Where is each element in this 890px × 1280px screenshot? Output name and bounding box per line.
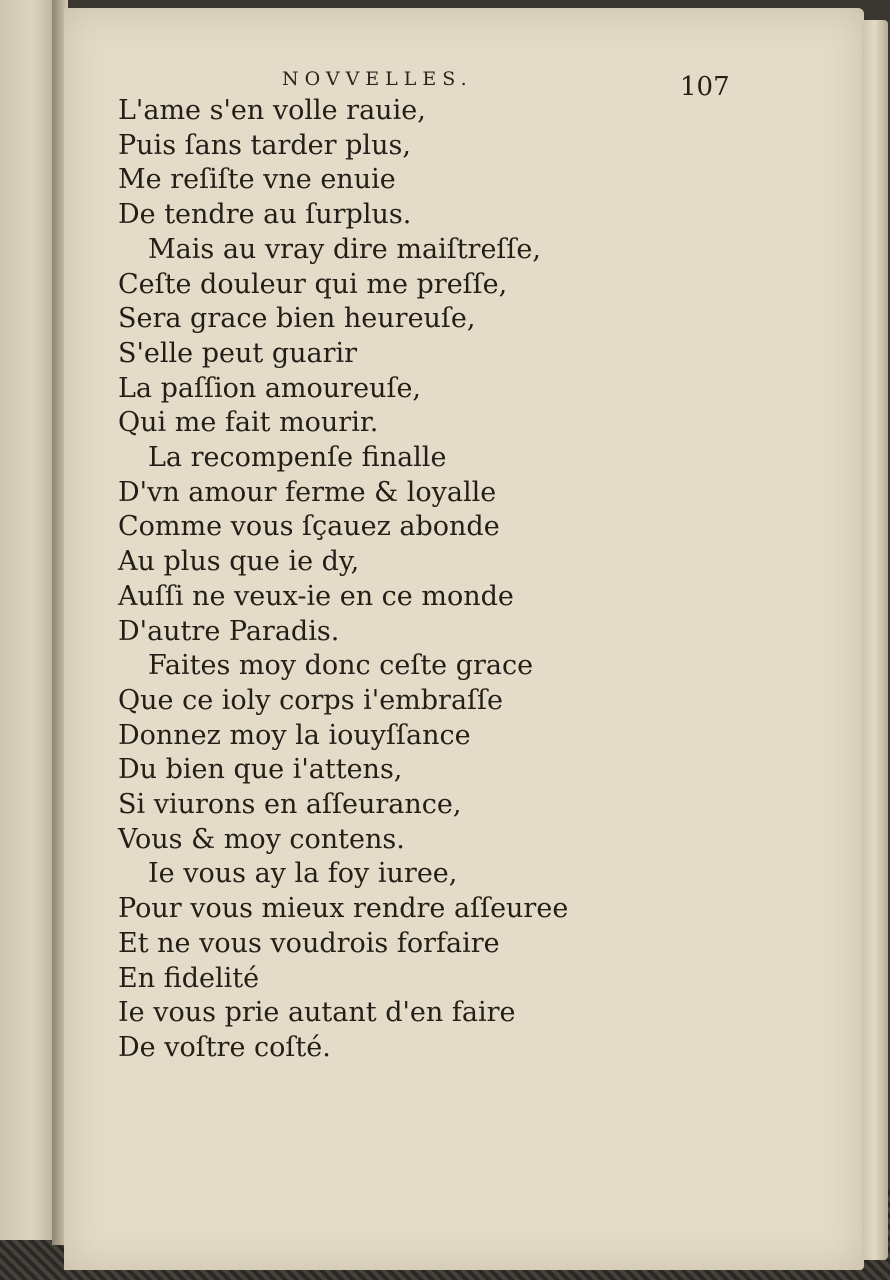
left-page-edge bbox=[0, 0, 56, 1240]
verse-line: La paſſion amoureuſe, bbox=[118, 372, 422, 404]
verse-line: Donnez moy la iouyſſance bbox=[118, 719, 471, 751]
verse-line: Qui me fait mourir. bbox=[118, 407, 379, 439]
verse-line: Puis ſans tarder plus, bbox=[118, 129, 411, 161]
verse-line: Si viurons en aſſeurance, bbox=[118, 789, 462, 821]
verse-line: En fidelité bbox=[118, 962, 260, 994]
verse-line: Vous & moy contens. bbox=[118, 823, 405, 855]
verse-line: Ie vous ay la foy iuree, bbox=[148, 858, 458, 890]
verse-line: S'elle peut guarir bbox=[118, 337, 358, 369]
verse-line: Comme vous ſçauez abonde bbox=[118, 511, 500, 543]
verse-line: De tendre au ſurplus. bbox=[118, 199, 412, 231]
verse-line: Auſſi ne veux-ie en ce monde bbox=[118, 580, 514, 612]
page-number: 107 bbox=[680, 72, 730, 102]
verse-line: Me reſiſte vne enuie bbox=[118, 164, 396, 196]
verse-line: D'vn amour ferme & loyalle bbox=[118, 476, 497, 508]
verse-line: Et ne vous voudrois forfaire bbox=[118, 927, 500, 959]
running-head: NOVVELLES. bbox=[282, 68, 473, 90]
verse-line: La recompenſe finalle bbox=[148, 442, 447, 474]
verse-line: L'ame s'en volle rauie, bbox=[118, 95, 426, 126]
poem-text bbox=[118, 94, 758, 1066]
verse-line: Que ce ioly corps i'embraſſe bbox=[118, 684, 504, 716]
verse-line: Faites moy donc ceſte grace bbox=[148, 650, 534, 682]
verse-line: Ie vous prie autant d'en faire bbox=[118, 997, 516, 1029]
verse-line: Ceſte douleur qui me preſſe, bbox=[118, 268, 508, 300]
verse-line: De voſtre coſté. bbox=[118, 1031, 331, 1063]
verse-line: Au plus que ie dy, bbox=[118, 546, 360, 578]
verse-line: D'autre Paradis. bbox=[118, 615, 340, 647]
verse-line: Pour vous mieux rendre aſſeuree bbox=[118, 893, 569, 925]
page-edge bbox=[862, 20, 888, 1260]
verse-line: Du bien que i'attens, bbox=[118, 754, 403, 786]
verse-line: Sera grace bien heureuſe, bbox=[118, 303, 476, 335]
verse-line: Mais au vray dire maiſtreſſe, bbox=[148, 233, 541, 265]
